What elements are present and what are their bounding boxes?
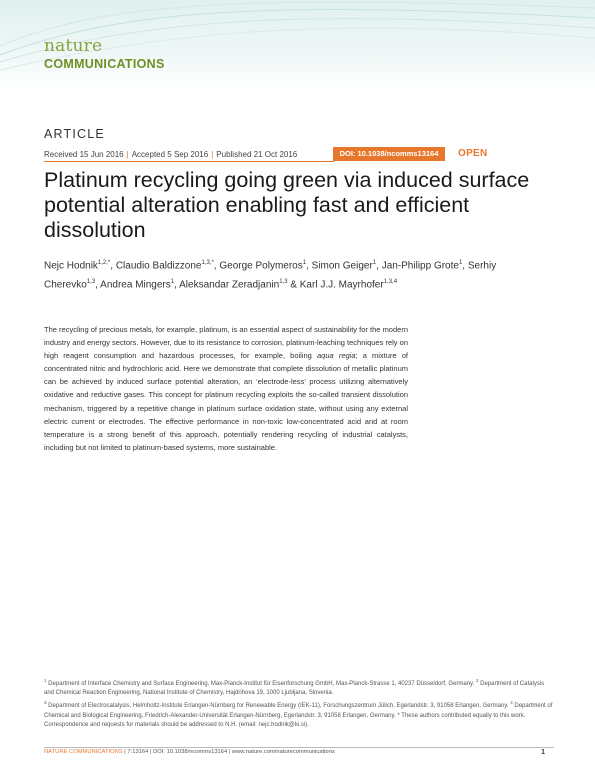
author[interactable]: Karl J.J. Mayrhofer bbox=[299, 279, 384, 291]
article-type-label: ARTICLE bbox=[44, 127, 105, 141]
author[interactable]: George Polymeros bbox=[219, 260, 303, 272]
logo-nature-text: nature bbox=[44, 36, 103, 56]
footnote-marker: 4 bbox=[510, 700, 513, 706]
received-date: Received 15 Jun 2016 bbox=[44, 150, 124, 159]
author-affiliation-marker: 1 bbox=[372, 260, 377, 266]
author[interactable]: Serhiy Cherevko bbox=[44, 260, 497, 291]
author[interactable]: Nejc Hodnik bbox=[44, 260, 98, 272]
author[interactable]: Andrea Mingers bbox=[100, 279, 171, 291]
date-rule bbox=[44, 161, 334, 162]
footer-journal-name: NATURE COMMUNICATIONS bbox=[44, 749, 123, 755]
footer-rule bbox=[44, 747, 554, 748]
affiliation-1: Department of Interface Chemistry and Surface Engineering, Max-Planck-Institut für Eisenforschung GmbH, Max-Planck-Strasse 1, 40237 Düsseldorf, Germany. bbox=[46, 681, 476, 687]
footnote-marker: 1 bbox=[44, 678, 47, 683]
page-footer bbox=[44, 749, 554, 755]
doi-link[interactable]: DOI: 10.1038/ncomms13164 bbox=[333, 147, 445, 161]
author-affiliation-marker: 1,3,* bbox=[201, 260, 214, 266]
author-separator: , bbox=[306, 260, 312, 272]
author[interactable]: Jan-Philipp Grote bbox=[381, 260, 459, 272]
abstract bbox=[44, 323, 408, 454]
abstract-text-2: ; a mixture of concentrated nitric and hydrochloric acid. Here we demonstrate that complete dissolution of metallic platinum can be achieved by induced surface potential alteration, an ‘electrode-less’ process utilizing alternatively oxidative and reductive gases. This concept for platinum recycling exploits the so-called transient dissolution mechanism, triggered by a repetitive change in platinum surface oxidation state, without using any external electric current or electrodes. The effective performance in non-toxic low-concentrated acid and at room temperature is a strong benefit of this approach, potentially rendering recycling of industrial catalysts, including but not limited to platinum-based systems, more sustainable. bbox=[44, 351, 408, 452]
author-separator: , bbox=[110, 260, 116, 272]
affiliation-footnotes bbox=[44, 676, 554, 730]
footnote-marker: 3 bbox=[44, 700, 47, 706]
journal-header-band bbox=[0, 0, 595, 92]
footnote-marker: 2 bbox=[475, 678, 479, 683]
date-separator: | bbox=[211, 150, 214, 159]
author-list bbox=[44, 255, 544, 294]
page-number: 1 bbox=[541, 749, 545, 756]
author-separator: , bbox=[95, 279, 101, 291]
abstract-italic-term: aqua regia bbox=[317, 351, 356, 361]
author-affiliation-marker: 1 bbox=[302, 260, 307, 266]
affiliation-4-and-correspondence: Department of Chemical and Biological Engineering, Friedrich-Alexander-Universität Erlangen-Nürnberg, Egerlandstr. 3, 91058 Erlangen, Germany. * These authors contributed equally to this work. Correspondence and requests for materials should be addressed to N.H. (email: nejc.hodnik@ki.si). bbox=[44, 703, 553, 728]
author-separator: , bbox=[462, 260, 468, 272]
affiliation-2: Department of Catalysis and Chemical Reaction Engineering, National Institute of Chemistry, Hajdrihova 19, 1000 Ljubljana, Slovenia. bbox=[44, 681, 545, 697]
author-separator: & bbox=[287, 279, 300, 291]
author-separator: , bbox=[376, 260, 382, 272]
author-affiliation-marker: 1,3,4 bbox=[383, 279, 398, 286]
open-access-badge: OPEN bbox=[458, 148, 488, 159]
logo-communications-text: COMMUNICATIONS bbox=[44, 57, 165, 71]
author[interactable]: Simon Geiger bbox=[311, 260, 373, 272]
published-date: Published 21 Oct 2016 bbox=[216, 150, 298, 159]
author-affiliation-marker: 1 bbox=[170, 279, 175, 286]
abstract-text-1: The recycling of precious metals, for example, platinum, is an essential aspect of sustainability for the modern industry and energy sectors. However, due to its resistance to corrosion, platinum-leaching techniques rely on high reagent consumption and hazardous processes, for example, boiling bbox=[44, 325, 408, 361]
author-separator: , bbox=[174, 279, 180, 291]
author[interactable]: Claudio Baldizzone bbox=[115, 260, 202, 272]
article-title: Platinum recycling going green via induced surface potential alteration enabling fast and efficient dissolution bbox=[44, 168, 530, 242]
journal-logo[interactable] bbox=[44, 38, 165, 71]
author-separator: , bbox=[213, 260, 220, 272]
author-affiliation-marker: 1 bbox=[458, 260, 463, 266]
accepted-date: Accepted 5 Sep 2016 bbox=[131, 150, 209, 159]
author-affiliation-marker: 1,3 bbox=[279, 279, 288, 286]
author-affiliation-marker: 1,2,* bbox=[97, 260, 111, 266]
author[interactable]: Aleksandar Zeradjanin bbox=[179, 279, 280, 291]
date-separator: | bbox=[126, 150, 129, 159]
affiliation-3: Department of Electrocatalysis, Helmholtz-Institute Erlangen-Nürnberg for Renewable Energy (IEK-11), Forschungszentrum Jülich, Egerlandstr. 3, 91058 Erlangen, Germany. bbox=[46, 703, 511, 710]
author-affiliation-marker: 1,3 bbox=[86, 279, 96, 286]
article-dates bbox=[44, 150, 297, 159]
footer-citation[interactable]: | 7:13164 | DOI: 10.1038/ncomms13164 | www.nature.com/naturecommunications bbox=[122, 749, 335, 755]
